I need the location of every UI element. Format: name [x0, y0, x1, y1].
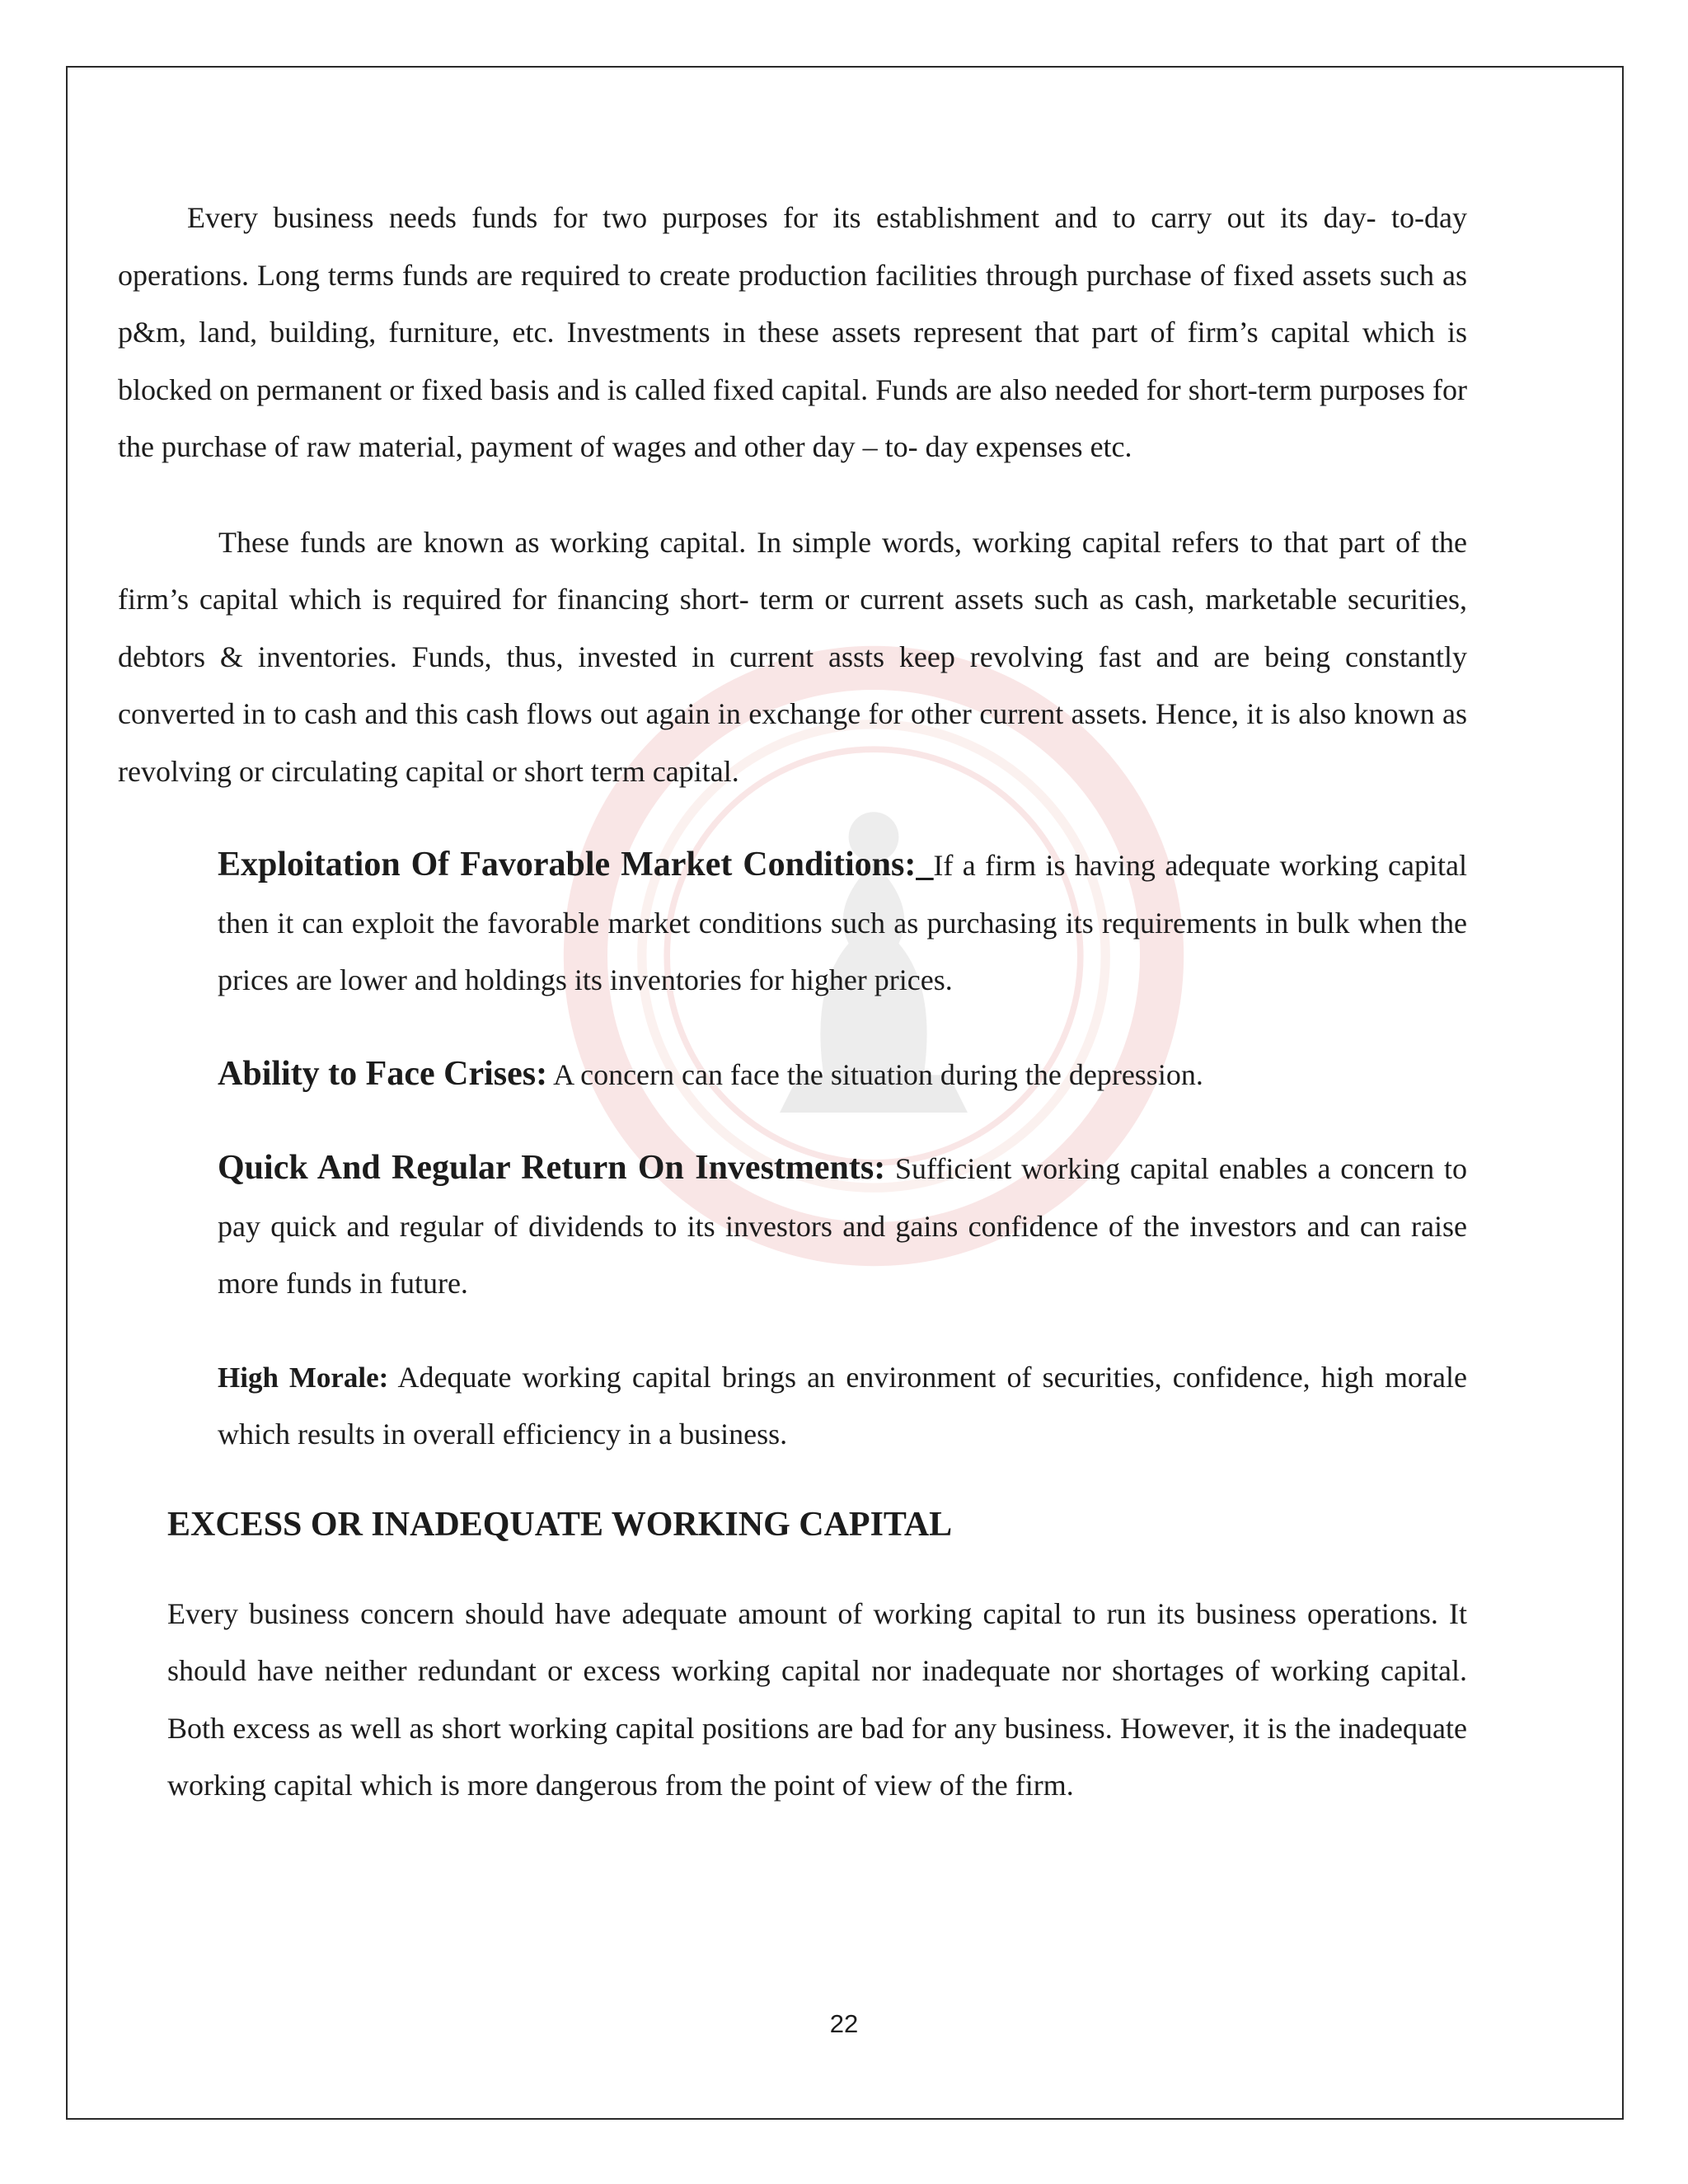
bullet-text: Adequate working capital brings an environment of securities, confidence, high morale which results in overall efficiency in a business. [218, 1360, 1467, 1451]
advantages-list [118, 837, 1467, 1464]
bullet-title: High Morale: [218, 1361, 389, 1394]
page-number: 22 [829, 2009, 859, 2038]
working-capital-paragraph: These funds are known as working capital. In simple words, working capital refers to that part of the firm’s capital which is required for financing short- term or current assets such as cash, marketable securities, debtors & inventories. Funds, thus, invested in current assts keep revolving fast and are being constantly converted in to cash and this cash flows out again in exchange for other current assets. Hence, it is also known as revolving or circulating capital or short term capital. [118, 525, 1467, 788]
list-item [118, 1140, 1467, 1313]
bullet-title: Quick And Regular Return On Investments: [218, 1149, 886, 1187]
list-item [118, 837, 1467, 1010]
document-body [118, 190, 1467, 1815]
section-heading: EXCESS OR INADEQUATE WORKING CAPITAL [167, 1505, 953, 1544]
bullet-text: Sufficient working capital enables a concern to pay quick and regular of dividends to its investors and gains confidence of the investors and can raise more funds in future. [218, 1152, 1467, 1300]
bullet-text: A concern can face the situation during the depression. [547, 1057, 1203, 1091]
list-item [118, 1349, 1467, 1464]
bullet-text: If a firm is having adequate working capital then it can exploit the favorable market conditions such as purchasing its requirements in bulk when the prices are lower and holdings its inventories for higher prices. [218, 849, 1467, 996]
section-paragraph: Every business concern should have adequate amount of working capital to run its business operations. It should have neither redundant or excess working capital nor inadequate nor shortages of working capital. Both excess as well as short working capital positions are bad for any business. However, it is the inadequate working capital which is more dangerous from the point of view of the firm. [167, 1596, 1467, 1802]
bullet-title: Ability to Face Crises: [218, 1054, 548, 1093]
excess-inadequate-section [167, 1500, 1467, 1815]
intro-paragraph: Every business needs funds for two purposes for its establishment and to carry out its day- to-day operations. Long terms funds are required to create production facilities through purchase of fixed assets such as p&m, land, building, furniture, etc. Investments in these assets represent that part of firm’s capital which is blocked on permanent or fixed basis and is called fixed capital. Funds are also needed for short-term purposes for the purchase of raw material, payment of wages and other day – to- day expenses etc. [118, 201, 1467, 463]
list-item [118, 1046, 1467, 1104]
bullet-title: Exploitation Of Favorable Market Conditions:_ [218, 846, 934, 883]
